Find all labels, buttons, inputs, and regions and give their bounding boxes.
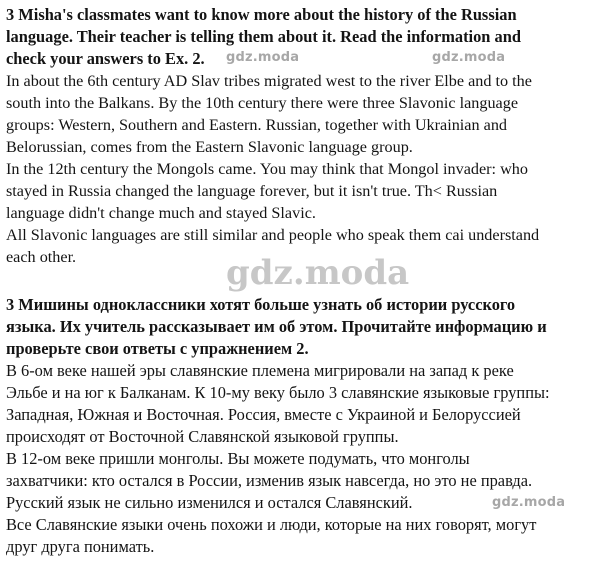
english-heading: 3 Misha's classmates want to know more about the history of the Russian language. Their teacher is telling them about it. Read the information and check your answers to Ex. 2. (6, 5, 521, 68)
watermark-logo: gdz.moda (432, 50, 506, 65)
english-paragraph-2: In the 12th century the Mongols came. You may think that Mongol invader: who stayed in Russia changed the language forever, but it isn't true. Th< Russian language didn't change much and stayed Slavic. (6, 160, 528, 222)
watermark-logo: gdz.moda (492, 495, 566, 510)
russian-paragraph-2: В 12-ом веке пришли монголы. Вы можете подумать, что монголы захватчики: кто остался в России, изменив язык навсегда, но это не правда. Русский язык не сильно изменился и остался Славянский. (6, 449, 533, 512)
russian-paragraph-1: В 6-ом веке нашей эры славянские племена мигрировали на запад к реке Эльбе и на юг к Балканам. К 10-му веку было 3 славянские языковые группы: Западная, Южная и Восточная. Россия, вместе с Украиной и Белоруссией происходят от Восточной Славянской языковой группы. (6, 361, 550, 446)
watermark-logo: gdz.moda (226, 50, 300, 65)
watermark-logo-large: gdz.moda (226, 253, 410, 293)
russian-paragraph-3: Все Славянские языки очень похожи и люди, которые на них говорят, могут друг друга понимать. (6, 515, 537, 556)
english-paragraph-1: In about the 6th century AD Slav tribes migrated west to the river Elbe and to the south into the Balkans. By the 10th century there were three Slavonic language groups: Western, Southern and Eastern. Russian, together with Ukrainian and Belorussian, comes from the Eastern Slavonic language group. (6, 72, 532, 156)
english-paragraph-3: All Slavonic languages are still similar and people who speak them cai understand each other. (6, 226, 540, 266)
russian-heading: 3 Мишины одноклассники хотят больше узнать об истории русского языка. Их учитель рассказывает им об этом. Прочитайте информацию и проверьте свои ответы с упражнением 2. (6, 295, 547, 358)
